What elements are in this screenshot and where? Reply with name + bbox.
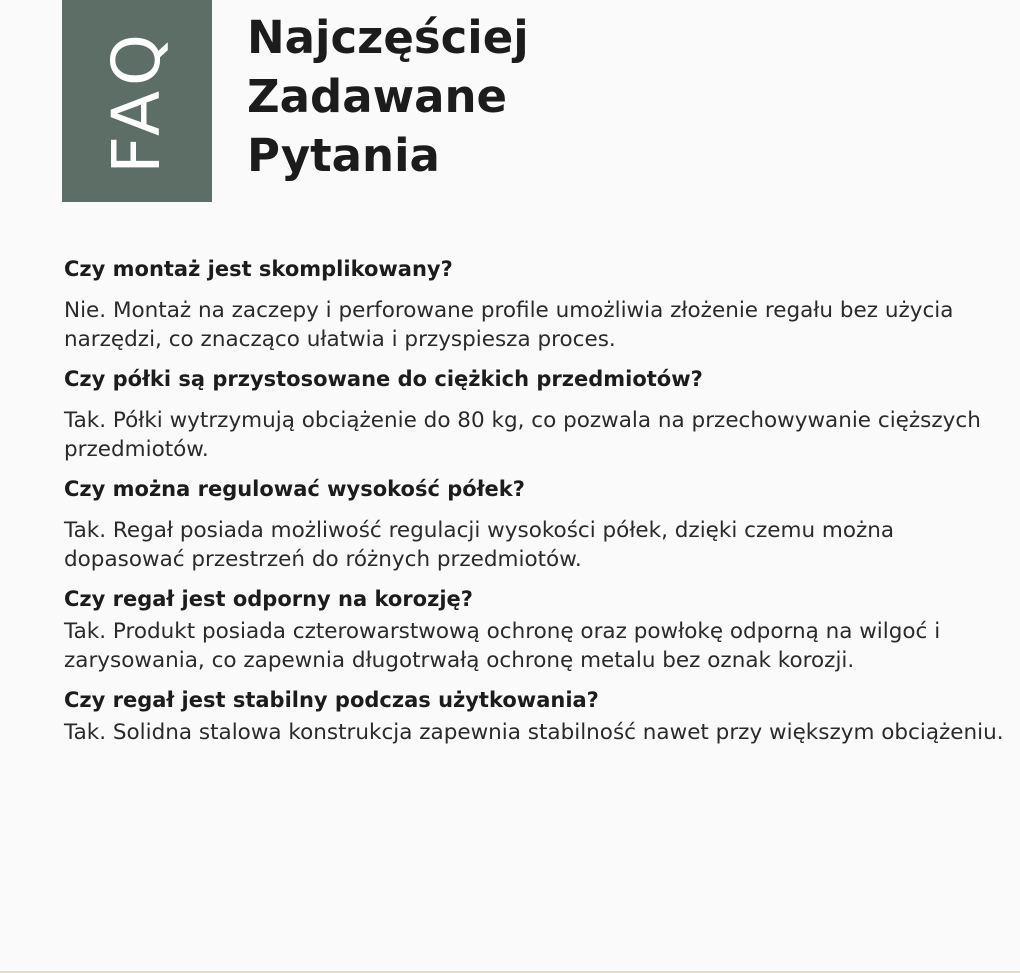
faq-badge (62, 0, 212, 202)
faq-question: Czy montaż jest skomplikowany? (64, 257, 453, 281)
faq-item (64, 685, 1004, 747)
title-line-1: Najczęściej (247, 11, 529, 64)
faq-question: Czy można regulować wysokość półek? (64, 477, 525, 501)
faq-answer: Tak. Regał posiada możliwość regulacji wysokości półek, dzięki czemu można dopasować przestrzeń do różnych przedmiotów. (64, 518, 895, 572)
faq-item (64, 584, 1004, 675)
faq-answer: Tak. Półki wytrzymują obciążenie do 80 kg, co pozwala na przechowywanie cięższych przedmiotów. (64, 408, 981, 462)
faq-item (64, 254, 1004, 354)
faq-item (64, 364, 1004, 464)
faq-question: Czy regał jest odporny na korozję? (64, 587, 473, 611)
faq-answer: Nie. Montaż na zaczepy i perforowane profile umożliwia złożenie regału bez użycia narzędzi, co znacząco ułatwia i przyspiesza proces. (64, 298, 954, 352)
faq-answer: Tak. Solidna stalowa konstrukcja zapewnia stabilność nawet przy większym obciążeniu. (64, 720, 1004, 745)
faq-badge-label: FAQ (98, 28, 175, 174)
title-line-2: Zadawane (247, 70, 508, 123)
faq-answer: Tak. Produkt posiada czterowarstwową ochronę oraz powłokę odporną na wilgoć i zarysowania, co zapewnia długotrwałą ochronę metalu bez oznak korozji. (64, 619, 941, 673)
faq-question: Czy regał jest stabilny podczas użytkowania? (64, 688, 599, 712)
faq-question: Czy półki są przystosowane do ciężkich przedmiotów? (64, 367, 703, 391)
page-title (247, 8, 529, 185)
faq-item (64, 474, 1004, 574)
title-line-3: Pytania (247, 129, 440, 182)
faq-list (64, 254, 1004, 757)
